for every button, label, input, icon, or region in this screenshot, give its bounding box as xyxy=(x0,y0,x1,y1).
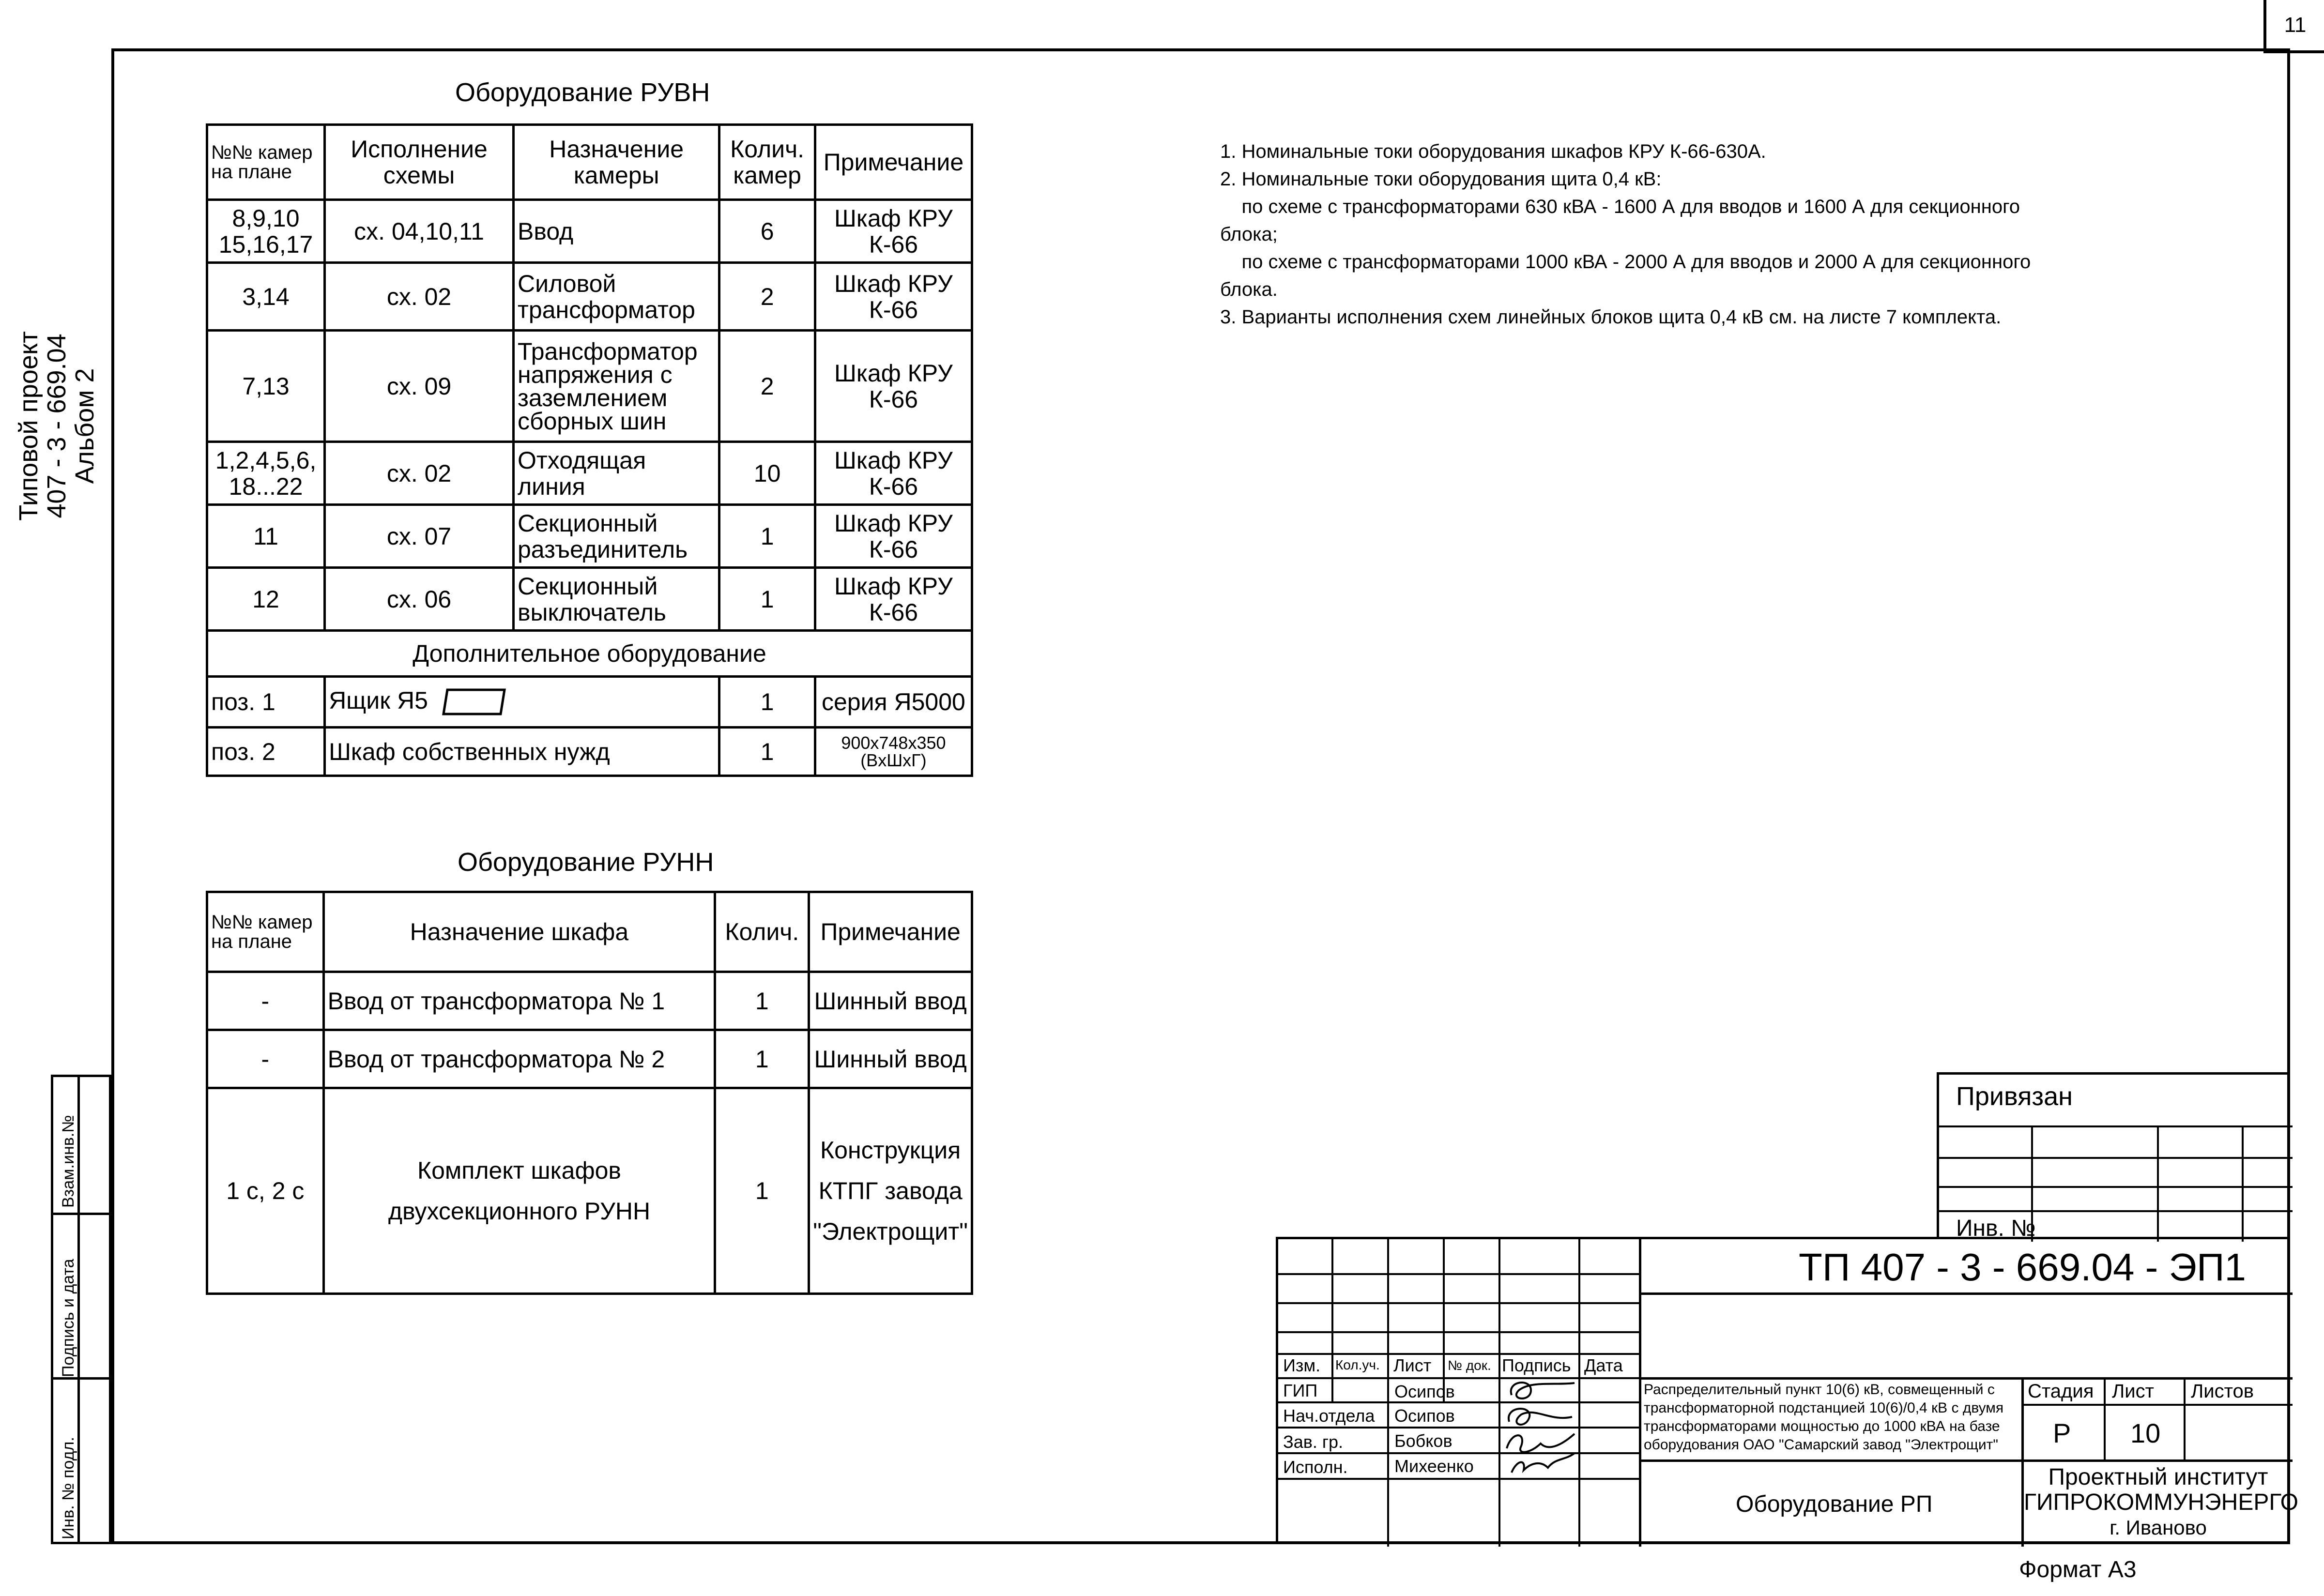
inv-no-label: Инв. № xyxy=(1956,1216,2036,1241)
signature-scribbles xyxy=(1502,1376,1579,1477)
note-line: блока. xyxy=(1220,279,1278,300)
runn-cell-note: Шинный ввод xyxy=(809,1030,972,1088)
runn-cell-qty: 1 xyxy=(715,1088,809,1294)
ruvn-extra-qty: 1 xyxy=(719,728,815,776)
description xyxy=(1644,1381,2003,1454)
name-exec: Михеенко xyxy=(1394,1456,1474,1476)
stage-value: Р xyxy=(2053,1418,2071,1448)
runn-cell-qty: 1 xyxy=(715,1030,809,1088)
col-podpis: Подпись xyxy=(1502,1355,1571,1375)
ruvn-cell-scheme: сх. 07 xyxy=(325,505,514,568)
note-line: по схеме с трансформаторами 1000 кВА - 2000 А для вводов и 2000 А для секционного xyxy=(1220,251,2031,273)
sheets-label: Листов xyxy=(2191,1381,2254,1402)
note-line: 3. Варианты исполнения схем линейных блоков щита 0,4 кВ см. на листе 7 комплекта. xyxy=(1220,306,2002,328)
ruvn-cell-qty: 10 xyxy=(719,442,815,505)
organization xyxy=(2024,1464,2298,1540)
ruvn-row xyxy=(207,505,972,568)
box-symbol-icon xyxy=(442,687,507,716)
ruvn-extra-qty: 1 xyxy=(719,677,815,728)
ruvn-row xyxy=(207,442,972,505)
ruvn-extra-row xyxy=(207,728,972,776)
drawing-code: ТП 407 - 3 - 669.04 - ЭП1 xyxy=(1799,1246,2247,1289)
col-izm: Изм. xyxy=(1283,1355,1321,1375)
drawing-name: Оборудование РП xyxy=(1736,1491,1933,1517)
runn-header-note: Примечание xyxy=(809,892,972,972)
side-title-line3: Альбом 2 xyxy=(70,368,99,484)
role-gip: ГИП xyxy=(1283,1381,1318,1400)
ruvn-cell-scheme: сх. 09 xyxy=(325,331,514,442)
ruvn-cell-purpose: Ввод xyxy=(513,200,719,263)
description-line: оборудования ОАО "Самарский завод "Электрощит" xyxy=(1644,1437,1998,1453)
ruvn-header-num: №№ камер на плане xyxy=(207,125,325,200)
left-stamp-cell-2 xyxy=(51,1213,111,1380)
sheet-value: 10 xyxy=(2130,1418,2161,1448)
ruvn-extra-name xyxy=(325,677,719,728)
left-stamp-label-3: Инв. № подл. xyxy=(59,1437,77,1539)
side-title-line1: Типовой проект xyxy=(14,331,43,521)
note-line: 1. Номинальные токи оборудования шкафов КРУ К-66-630А. xyxy=(1220,141,1766,162)
ruvn-extra-title-row xyxy=(207,631,972,677)
runn-header-qty: Колич. xyxy=(715,892,809,972)
ruvn-cell-num: 3,14 xyxy=(207,263,325,331)
ruvn-table xyxy=(206,123,973,777)
runn-cell-qty: 1 xyxy=(715,972,809,1030)
ruvn-cell-num: 11 xyxy=(207,505,325,568)
runn-cell-num: - xyxy=(207,1030,324,1088)
runn-cell-note: Шинный ввод xyxy=(809,972,972,1030)
side-title-line2: 407 - 3 - 669.04 xyxy=(42,334,71,518)
sheet-number: 11 xyxy=(2263,0,2324,53)
runn-cell-purpose: Ввод от трансформатора № 1 xyxy=(323,972,715,1030)
ruvn-title: Оборудование РУВН xyxy=(455,78,710,107)
runn-row xyxy=(207,1088,972,1294)
ruvn-cell-qty: 2 xyxy=(719,331,815,442)
ruvn-extra-name: Шкаф собственных нужд xyxy=(325,728,719,776)
role-group: Зав. гр. xyxy=(1283,1432,1344,1452)
col-ndok: № док. xyxy=(1448,1358,1491,1373)
title-block xyxy=(1276,1237,2298,1544)
note-line: блока; xyxy=(1220,224,1278,245)
ruvn-cell-qty: 2 xyxy=(719,263,815,331)
ruvn-cell-qty: 1 xyxy=(719,568,815,631)
ruvn-header-qty: Колич. камер xyxy=(719,125,815,200)
ruvn-cell-note: Шкаф КРУ К-66 xyxy=(815,442,972,505)
ruvn-cell-qty: 1 xyxy=(719,505,815,568)
org-line1: Проектный институт xyxy=(2048,1464,2268,1490)
ruvn-row xyxy=(207,568,972,631)
ruvn-extra-name-text: Ящик Я5 xyxy=(329,686,428,714)
runn-cell-purpose: Ввод от трансформатора № 2 xyxy=(323,1030,715,1088)
ruvn-cell-scheme: сх. 04,10,11 xyxy=(325,200,514,263)
privyazan-label: Привязан xyxy=(1956,1082,2073,1111)
ruvn-row xyxy=(207,263,972,331)
ruvn-cell-purpose: Секционный разъединитель xyxy=(513,505,719,568)
ruvn-cell-note: Шкаф КРУ К-66 xyxy=(815,505,972,568)
stage-label: Стадия xyxy=(2028,1381,2094,1402)
ruvn-extra-pos: поз. 2 xyxy=(207,728,325,776)
runn-header-num: №№ камер на плане xyxy=(207,892,324,972)
ruvn-row xyxy=(207,331,972,442)
ruvn-header-note: Примечание xyxy=(815,125,972,200)
role-exec: Исполн. xyxy=(1283,1457,1348,1477)
note-line: 2. Номинальные токи оборудования щита 0,4 кВ: xyxy=(1220,168,1662,190)
ruvn-extra-title: Дополнительное оборудование xyxy=(207,631,972,677)
ruvn-cell-note: Шкаф КРУ К-66 xyxy=(815,331,972,442)
col-koluch: Кол.уч. xyxy=(1335,1357,1380,1372)
ruvn-cell-scheme: сх. 06 xyxy=(325,568,514,631)
ruvn-cell-num: 7,13 xyxy=(207,331,325,442)
ruvn-cell-num: 1,2,4,5,6, 18...22 xyxy=(207,442,325,505)
ruvn-row xyxy=(207,200,972,263)
runn-cell-note: Конструкция КТПГ завода "Электрощит" xyxy=(809,1088,972,1294)
ruvn-header-scheme: Исполнение схемы xyxy=(325,125,514,200)
description-line: трансформаторной подстанцией 10(6)/0,4 кВ с двумя xyxy=(1644,1400,2004,1416)
ruvn-cell-note: Шкаф КРУ К-66 xyxy=(815,200,972,263)
ruvn-cell-num: 8,9,10 15,16,17 xyxy=(207,200,325,263)
ruvn-cell-purpose: Отходящая линия xyxy=(513,442,719,505)
left-stamp-divider xyxy=(77,1075,80,1544)
ruvn-cell-purpose: Силовой трансформатор xyxy=(513,263,719,331)
runn-title: Оборудование РУНН xyxy=(458,848,714,877)
ruvn-extra-note: серия Я5000 xyxy=(815,677,972,728)
name-gip: Осипов xyxy=(1394,1382,1455,1401)
runn-cell-num: - xyxy=(207,972,324,1030)
name-head: Осипов xyxy=(1394,1406,1455,1426)
ruvn-cell-qty: 6 xyxy=(719,200,815,263)
runn-header-purpose: Назначение шкафа xyxy=(323,892,715,972)
ruvn-cell-note: Шкаф КРУ К-66 xyxy=(815,568,972,631)
name-group: Бобков xyxy=(1394,1431,1452,1451)
runn-header-row xyxy=(207,892,972,972)
ruvn-cell-scheme: сх. 02 xyxy=(325,442,514,505)
privyazan-block xyxy=(1937,1072,2290,1239)
sheet-label: Лист xyxy=(2112,1381,2154,1402)
ruvn-header-row xyxy=(207,125,972,200)
runn-row xyxy=(207,972,972,1030)
left-stamp-cell-3 xyxy=(51,1377,111,1544)
ruvn-cell-purpose: Секционный выключатель xyxy=(513,568,719,631)
col-data: Дата xyxy=(1584,1355,1623,1375)
ruvn-cell-purpose: Трансформатор напряжения с заземлением сборных шин xyxy=(513,331,719,442)
runn-cell-purpose: Комплект шкафов двухсекционного РУНН xyxy=(323,1088,715,1294)
left-stamp xyxy=(51,1075,111,1544)
description-line: Распределительный пункт 10(6) кВ, совмещенный с xyxy=(1644,1382,1995,1398)
ruvn-extra-note: 900x748x350 (ВxШxГ) xyxy=(815,728,972,776)
org-line3: г. Иваново xyxy=(2110,1516,2207,1539)
notes xyxy=(1220,138,2140,331)
note-line: по схеме с трансформаторами 630 кВА - 1600 А для вводов и 1600 А для секционного xyxy=(1220,196,2020,217)
ruvn-header-purpose: Назначение камеры xyxy=(513,125,719,200)
ruvn-extra-row xyxy=(207,677,972,728)
left-stamp-label-2: Подпись и дата xyxy=(59,1259,77,1377)
runn-cell-num: 1 с, 2 с xyxy=(207,1088,324,1294)
runn-row xyxy=(207,1030,972,1088)
ruvn-extra-pos: поз. 1 xyxy=(207,677,325,728)
runn-table xyxy=(206,891,973,1295)
ruvn-cell-scheme: сх. 02 xyxy=(325,263,514,331)
ruvn-cell-num: 12 xyxy=(207,568,325,631)
description-line: трансформаторами мощностью до 1000 кВА на базе xyxy=(1644,1418,2000,1434)
org-line2: ГИПРОКОММУНЭНЕРГО xyxy=(2024,1490,2298,1515)
left-stamp-cell-1 xyxy=(51,1075,111,1215)
side-title xyxy=(15,281,99,571)
col-list: Лист xyxy=(1393,1355,1432,1375)
left-stamp-label-1: Взам.инв.№ xyxy=(59,1115,77,1208)
role-head: Нач.отдела xyxy=(1283,1406,1375,1426)
format-label: Формат А3 xyxy=(2019,1557,2137,1582)
ruvn-cell-note: Шкаф КРУ К-66 xyxy=(815,263,972,331)
